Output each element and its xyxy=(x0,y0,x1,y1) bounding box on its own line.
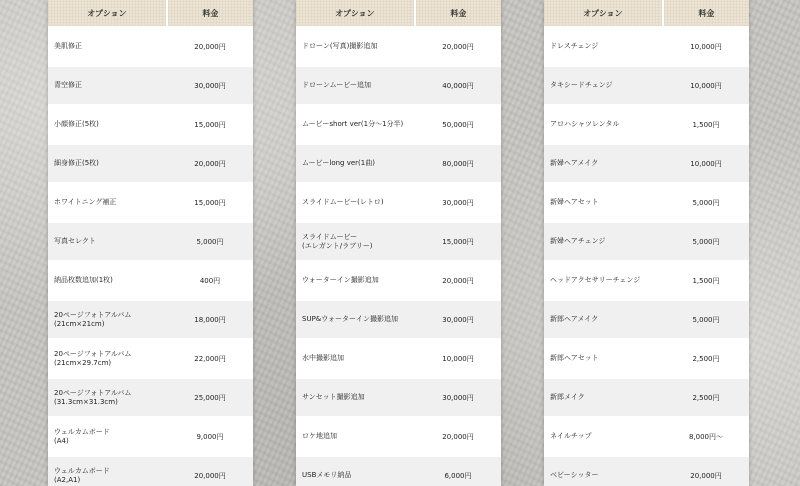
option-price: 15,000円 xyxy=(442,237,474,246)
option-price: 18,000円 xyxy=(194,315,226,324)
option-price: 15,000円 xyxy=(194,198,226,207)
table-row xyxy=(48,106,253,143)
option-price: 9,000円 xyxy=(196,432,224,441)
option-price: 20,000円 xyxy=(442,276,474,285)
option-price: 30,000円 xyxy=(442,393,474,402)
header-option: オプション xyxy=(48,0,168,26)
option-price: 30,000円 xyxy=(194,81,226,90)
option-price: 25,000円 xyxy=(194,393,226,402)
option-price: 5,000円 xyxy=(692,198,720,207)
table-row xyxy=(296,301,501,338)
table-row xyxy=(48,457,253,486)
table-row xyxy=(48,184,253,221)
option-price: 8,000円〜 xyxy=(688,432,724,441)
table-row xyxy=(48,379,253,416)
option-price: 20,000円 xyxy=(194,159,226,168)
header-option: オプション xyxy=(296,0,416,26)
option-name: ウェルカムボード (A2,A1) xyxy=(54,466,110,484)
option-price: 6,000円 xyxy=(444,471,472,480)
option-price: 10,000円 xyxy=(690,159,722,168)
option-price: 30,000円 xyxy=(442,315,474,324)
table-row xyxy=(296,106,501,143)
table-row xyxy=(544,262,749,299)
table-row xyxy=(544,418,749,455)
option-price: 5,000円 xyxy=(692,315,720,324)
option-name: タキシードチェンジ xyxy=(550,81,613,89)
option-price: 40,000円 xyxy=(442,81,474,90)
option-price-table-1 xyxy=(48,0,253,486)
table-row xyxy=(48,67,253,104)
option-price: 5,000円 xyxy=(196,237,224,246)
table-row xyxy=(296,67,501,104)
table-row xyxy=(48,262,253,299)
option-price: 5,000円 xyxy=(692,237,720,246)
option-name: 新婦ヘアメイク xyxy=(550,159,599,167)
option-price: 1,500円 xyxy=(692,120,720,129)
option-price: 20,000円 xyxy=(194,42,226,51)
table-row xyxy=(296,379,501,416)
option-name: 新婦ヘアチェンジ xyxy=(550,237,606,245)
table-row xyxy=(296,262,501,299)
option-price: 10,000円 xyxy=(690,81,722,90)
option-price: 20,000円 xyxy=(442,42,474,51)
table-row xyxy=(48,418,253,455)
option-name: 新郎ヘアセット xyxy=(550,354,599,362)
option-name: SUP&ウォーターイン撮影追加 xyxy=(302,315,398,323)
option-price: 50,000円 xyxy=(442,120,474,129)
table-row xyxy=(48,28,253,65)
table-row xyxy=(48,340,253,377)
table-row xyxy=(48,145,253,182)
table-row xyxy=(544,340,749,377)
table-row xyxy=(544,301,749,338)
option-name: 新郎メイク xyxy=(550,393,585,401)
option-name: ウェルカムボード (A4) xyxy=(54,427,110,445)
table-row xyxy=(296,418,501,455)
table-row xyxy=(48,223,253,260)
header-price: 料金 xyxy=(698,8,715,18)
header-price: 料金 xyxy=(202,8,219,18)
table-row xyxy=(296,223,501,260)
table-row xyxy=(544,106,749,143)
option-name: 小顔修正(5枚) xyxy=(54,120,99,128)
option-name: ドローンムービー追加 xyxy=(302,81,371,89)
option-price: 22,000円 xyxy=(194,354,226,363)
option-price: 2,500円 xyxy=(692,354,720,363)
option-price-table-2 xyxy=(296,0,501,486)
option-price: 2,500円 xyxy=(692,393,720,402)
table-row xyxy=(544,457,749,486)
option-name: 美肌修正 xyxy=(54,42,82,50)
table-row xyxy=(296,28,501,65)
option-price: 20,000円 xyxy=(194,471,226,480)
table-row xyxy=(296,457,501,486)
option-name: ウォーターイン撮影追加 xyxy=(302,276,379,284)
header-option: オプション xyxy=(544,0,664,26)
option-name: ホワイトニング補正 xyxy=(54,198,117,206)
option-name: 20ページフォトアルバム (21cm×21cm) xyxy=(54,310,132,328)
option-price: 20,000円 xyxy=(690,471,722,480)
option-name: 新郎ヘアメイク xyxy=(550,315,599,323)
option-price: 400円 xyxy=(199,276,221,285)
option-name: ヘッドアクセサリーチェンジ xyxy=(550,276,641,284)
header-price: 料金 xyxy=(450,8,467,18)
option-name: ムービーshort ver(1分〜1分半) xyxy=(302,120,404,128)
option-name: USBメモリ納品 xyxy=(302,471,352,479)
option-price: 10,000円 xyxy=(442,354,474,363)
option-name: サンセット撮影追加 xyxy=(302,393,365,401)
option-name: ベビーシッター xyxy=(550,471,599,479)
option-name: ドローン(写真)撮影追加 xyxy=(302,42,378,50)
table-row xyxy=(296,145,501,182)
table-header xyxy=(48,0,253,26)
table-row xyxy=(544,184,749,221)
option-name: ロケ地追加 xyxy=(302,432,337,440)
option-price: 15,000円 xyxy=(194,120,226,129)
table-row xyxy=(544,145,749,182)
option-name: スライドムービー (エレガント/ラブリー) xyxy=(302,232,373,250)
option-name: 細身修正(5枚) xyxy=(54,159,99,167)
option-price: 1,500円 xyxy=(692,276,720,285)
table-header xyxy=(296,0,501,26)
option-price: 20,000円 xyxy=(442,432,474,441)
option-name: スライドムービー(レトロ) xyxy=(302,198,384,206)
table-row xyxy=(544,379,749,416)
option-name: 20ページフォトアルバム (31.3cm×31.3cm) xyxy=(54,388,132,406)
option-name: 新婦ヘアセット xyxy=(550,198,599,206)
option-price: 10,000円 xyxy=(690,42,722,51)
option-price: 80,000円 xyxy=(442,159,474,168)
option-name: ドレスチェンジ xyxy=(550,42,599,50)
table-row xyxy=(544,67,749,104)
option-name: 20ページフォトアルバム (21cm×29.7cm) xyxy=(54,349,132,367)
table-row xyxy=(296,184,501,221)
option-price: 30,000円 xyxy=(442,198,474,207)
option-name: 納品枚数追加(1枚) xyxy=(54,276,113,284)
table-row xyxy=(48,301,253,338)
option-name: アロハシャツレンタル xyxy=(550,120,620,128)
option-name: 水中撮影追加 xyxy=(302,354,344,362)
option-name: 青空修正 xyxy=(54,81,82,89)
option-name: 写真セレクト xyxy=(54,237,96,245)
table-row xyxy=(544,28,749,65)
option-name: ムービーlong ver(1曲) xyxy=(302,159,375,167)
option-price-table-3 xyxy=(544,0,749,486)
option-name: ネイルチップ xyxy=(550,432,592,440)
table-header xyxy=(544,0,749,26)
table-row xyxy=(544,223,749,260)
table-row xyxy=(296,340,501,377)
